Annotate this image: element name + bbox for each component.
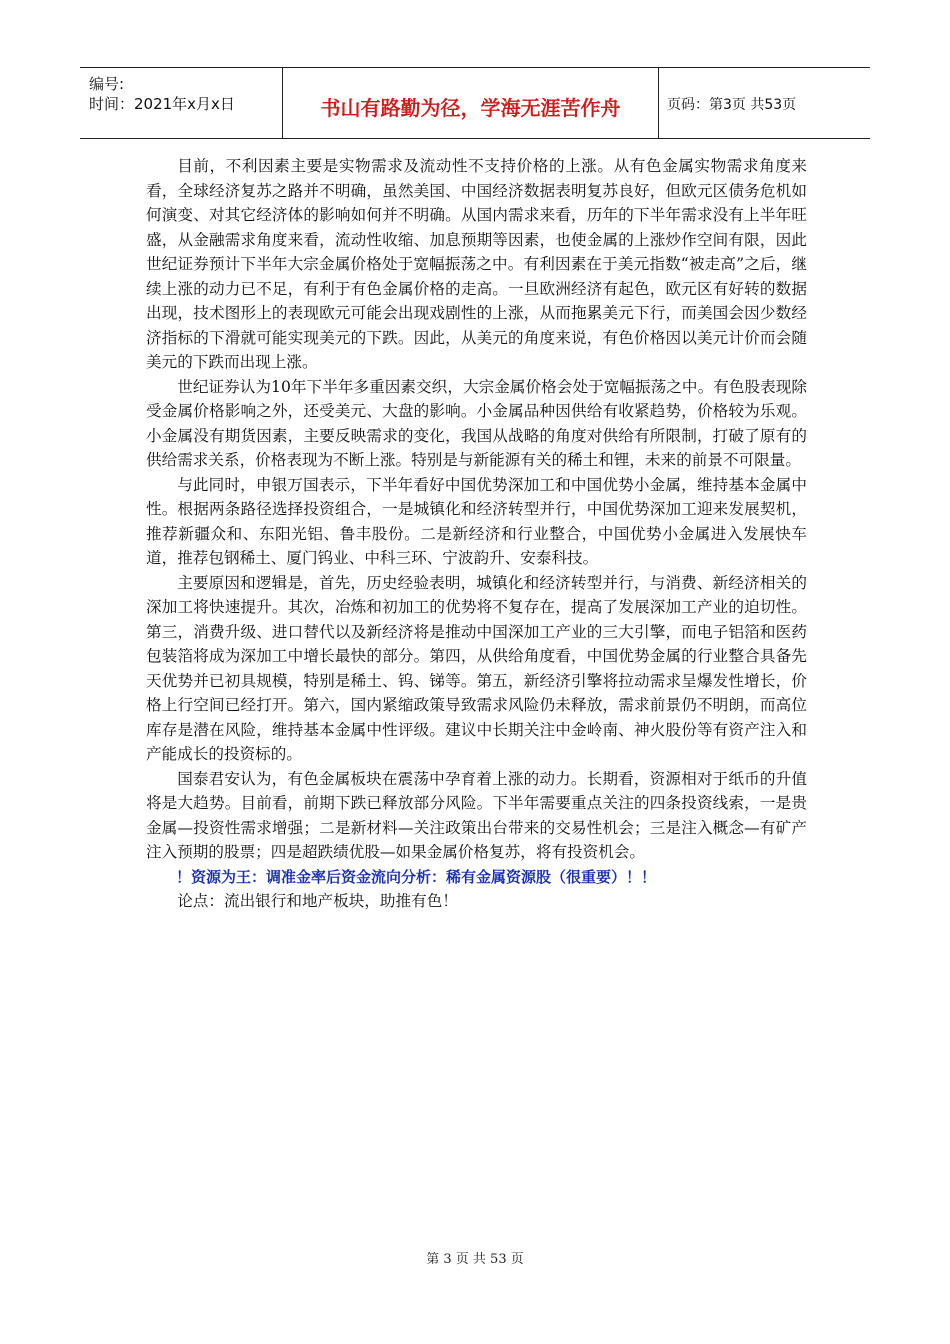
paragraph-3: 与此同时，申银万国表示，下半年看好中国优势深加工和中国优势小金属，维持基本金属中性。根据两条路径选择投资组合，一是城镇化和经济转型并行，中国优势深加工迎来发展契机，推荐新疆众和、东阳光铝、鲁丰股份。二是新经济和行业整合，中国优势小金属进入发展快车道，推荐包钢稀土、厦门钨业、中科三环、宁波韵升、安泰科技。 <box>146 475 807 567</box>
thesis-line: 论点：流出银行和地产板块，助推有色！ <box>177 892 458 910</box>
header-page-cell <box>659 68 870 138</box>
paragraph-2: 世纪证券认为10年下半年多重因素交织，大宗金属价格会处于宽幅振荡之中。有色股表现除受金属价格影响之外，还受美元、大盘的影响。小金属品种因供给有收紧趋势，价格较为乐观。小金属没有期货因素，主要反映需求的变化，我国从战略的角度对供给有所限制，打破了原有的供给需求关系，价格表现为不断上涨。特别是与新能源有关的稀土和锂，未来的前景不可限量。 <box>146 377 807 469</box>
page-footer: 第 3 页 共 53 页 <box>426 1252 524 1267</box>
paragraph-5: 国泰君安认为，有色金属板块在震荡中孕育着上涨的动力。长期看，资源相对于纸币的升值将是大趋势。目前看，前期下跌已释放部分风险。下半年需要重点关注的四条投资线索，一是贵金属—投资性需求增强；二是新材料—关注政策出台带来的交易性机会；三是注入概念—有矿产注入预期的股票；四是超跌绩优股—如果金属价格复苏，将有投资机会。 <box>146 769 807 861</box>
date-label: 时间：2021年x月x日 <box>89 95 235 113</box>
document-body <box>146 154 807 914</box>
highlight-heading: ！资源为王：调准金率后资金流向分析：稀有金属资源股（很重要）！！ <box>176 867 657 886</box>
paragraph-4: 主要原因和逻辑是，首先，历史经验表明，城镇化和经济转型并行，与消费、新经济相关的深加工将快速提升。其次，冶炼和初加工的优势将不复存在，提高了发展深加工产业的迫切性。第三，消费升级、进口替代以及新经济将是推动中国深加工产业的三大引擎，而电子铝箔和医药包装箔将成为深加工中增长最快的部分。第四，从供给角度看，中国优势金属的行业整合具备先天优势并已初具规模，特别是稀土、钨、锑等。第五，新经济引擎将拉动需求呈爆发性增长，价格上行空间已经打开。第六，国内紧缩政策导致需求风险仍未释放，需求前景仍不明朗，而高位库存是潜在风险，维持基本金属中性评级。建议中长期关注中金岭南、神火股份等有资产注入和产能成长的投资标的。 <box>146 573 807 763</box>
header-meta <box>80 68 283 138</box>
header-motto-cell <box>283 68 659 138</box>
header-page-info: 页码：第3页 共53页 <box>667 97 797 113</box>
paragraph-1: 目前，不利因素主要是实物需求及流动性不支持价格的上涨。从有色金属实物需求角度来看，全球经济复苏之路并不明确，虽然美国、中国经济数据表明复苏良好，但欧元区债务危机如何演变、对其它经济体的影响如何并不明确。从国内需求来看，历年的下半年需求没有上半年旺盛，从金融需求角度来看，流动性收缩、加息预期等因素，也使金属的上涨炒作空间有限，因此世纪证券预计下半年大宗金属价格处于宽幅振荡之中。有利因素在于美元指数“被走高”之后，继续上涨的动力已不足，有利于有色金属价格的走高。一旦欧洲经济有起色，欧元区有好转的数据出现，技术图形上的表现欧元可能会出现戏剧性的上涨，从而拖累美元下行，而美国会因少数经济指标的下滑就可能实现美元的下跌。因此，从美元的角度来说，有色价格因以美元计价而会随美元的下跌而出现上涨。 <box>146 157 807 371</box>
page-header <box>80 67 870 139</box>
code-label: 编号: <box>89 75 125 93</box>
header-motto: 书山有路勤为径，学海无涯苦作舟 <box>320 96 621 120</box>
